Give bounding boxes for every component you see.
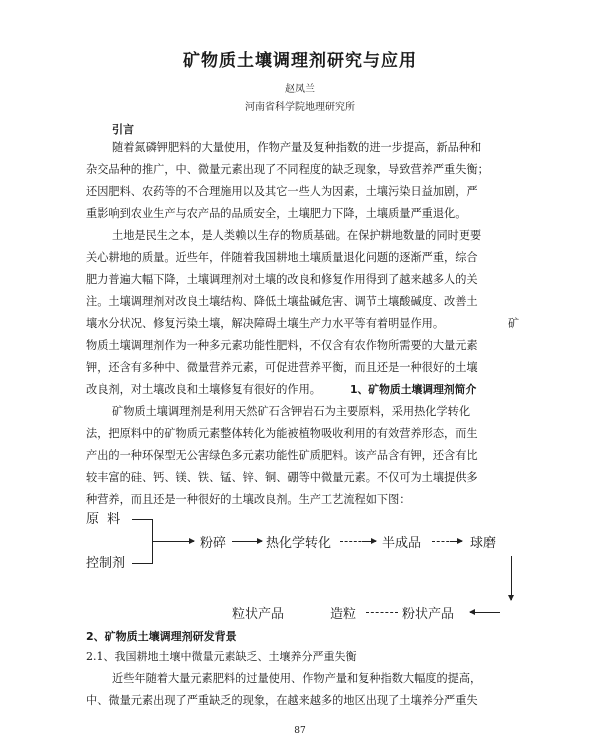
text-line: 杂交品种的推广，中、微量元素出现了不同程度的缺乏现象，导致营养严重失衡； [86,163,489,176]
flow-arrow [152,541,194,542]
text-line: 较丰富的硅、钙、镁、铁、锰、锌、铜、硼等中微量元素。不仅可为土壤提供多 [86,471,478,484]
flow-step-thermochemical: 热化学转化 [266,536,332,551]
text-line: 随着氮磷钾肥料的大量使用，作物产量及复种指数的进一步提高，新品种和 [112,141,482,154]
paper-title: 矿物质土壤调理剂研究与应用 [183,51,417,71]
section-heading-1: 1、矿物质土壤调理剂简介 [350,383,477,396]
text-line: 法，把原料中的矿物质元素整体转化为能被植物吸收利用的有效营养形态，而生 [86,427,478,440]
flow-step-semi-finished: 半成品 [382,536,422,551]
text-line: 矿 [508,317,520,330]
flow-arrow [362,541,376,542]
text-line: 矿物质土壤调理剂是利用天然矿石含钾岩石为主要原料，采用热化学转化 [112,405,471,418]
text-line: 注。土壤调理剂对改良土壤结构、降低土壤盐碱危害、调节土壤酸碱度、改善土 [86,295,478,308]
flow-arrow-down [511,556,512,600]
flow-step-crush: 粉碎 [200,536,227,551]
connector-line [132,519,152,520]
text-line: 重影响到农业生产与农产品的品质安全，土壤肥力下降，土壤质量严重退化。 [86,207,467,220]
author-name: 赵凤兰 [285,84,315,95]
author-affiliation: 河南省科学院地理研究所 [245,102,355,113]
flow-input-control-agent: 控制剂 [86,556,126,571]
text-line: 改良剂，对土壤改良和土壤修复有很好的作用。 [86,383,321,396]
flow-arrow [450,541,462,542]
text-line: 中、微量元素出现了严重缺乏的现象，在越来越多的地区出现了土壤养分严重失 [86,694,478,707]
flow-input-raw-material: 原 料 [86,512,123,527]
flow-step-powder-product: 粉状产品 [402,607,455,622]
flow-step-ball-mill: 球磨 [470,536,497,551]
intro-heading: 引言 [112,123,134,136]
flow-arrow-left [470,612,500,613]
text-line: 物质土壤调理剂作为一种多元素功能性肥料，不仅含有农作物所需要的大量元素 [86,339,478,352]
flow-step-granulate: 造粒 [330,607,357,622]
text-line: 壤水分状况、修复污染土壤，解决障碍土壤生产力水平等有着明显作用。 [86,317,445,330]
text-line: 关心耕地的质量。近些年，伴随着我国耕地土壤质量退化问题的逐渐严重，综合 [86,251,478,264]
text-line: 还因肥料、农药等的不合理施用以及其它一些人为因素，土壤污染日益加剧，严 [86,185,478,198]
flow-step-granular-product: 粒状产品 [232,607,285,622]
section-heading-2: 2、矿物质土壤调理剂研发背景 [86,630,237,643]
text-line: 产出的一种环保型无公害绿色多元素功能性矿质肥料。该产品含有钾，还含有比 [86,449,478,462]
connector-line [132,563,152,564]
flow-arrow [232,541,262,542]
text-line: 土地是民生之本，是人类赖以生存的物质基础。在保护耕地数量的同时更要 [112,229,482,242]
text-line: 钾，还含有多种中、微量营养元素，可促进营养平衡，而且还是一种很好的土壤 [86,361,478,374]
subsection-heading: 2.1、我国耕地土壤中微量元素缺乏、土壤养分严重失衡 [86,650,357,663]
page-number: 87 [294,726,306,736]
flow-arrow-dashed [366,612,398,613]
text-line: 近些年随着大量元素肥料的过量使用、作物产量和复种指数大幅度的提高， [112,672,482,685]
text-line: 种营养，而且还是一种很好的土壤改良剂。生产工艺流程如下图： [86,493,411,506]
text-line: 肥力普遍大幅下降，土壤调理剂对土壤的改良和修复作用得到了越来越多人的关 [86,273,478,286]
